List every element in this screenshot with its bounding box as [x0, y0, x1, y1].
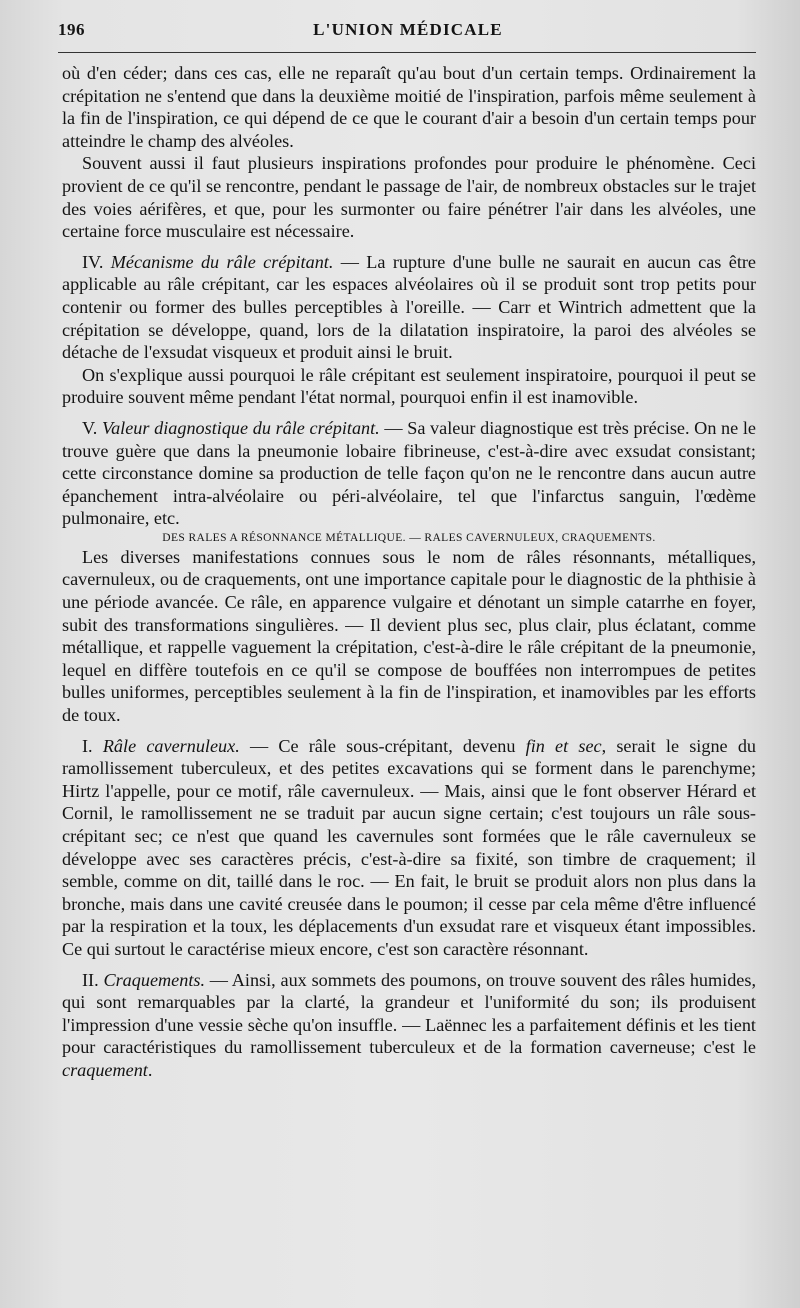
paragraph-text: . — [147, 1059, 153, 1080]
paragraph-text: — Ainsi, aux sommets des poumons, on trouve souvent des râles humides, qui sont remarquables par la clarté, la grandeur et l'uniformité du son; ils produisent l'impression d'une vessie sèche qu'on insuffle. — Laënnec les a parfaitement définis et les tient pour caractéristiques du ramollissement tuberculeux et de la formation caverneuse; c'est le — [62, 969, 757, 1058]
article-body — [62, 62, 756, 1082]
paragraph-rale-cavernuleux — [62, 735, 756, 961]
section-number: IV. — [82, 251, 104, 272]
page-header — [58, 18, 758, 46]
paragraph-valeur — [62, 417, 756, 530]
section-number: I. — [82, 735, 93, 756]
section-title: Mécanisme du râle crépitant. — [110, 251, 334, 272]
paragraph-explication: On s'explique aussi pourquoi le râle crépitant est seulement inspiratoire, pourquoi il peut se produire souvent même pendant l'état normal, pourquoi enfin il est inamovible. — [62, 364, 756, 408]
section-title: Valeur diagnostique du râle crépitant. — [102, 417, 380, 438]
header-rule — [58, 52, 756, 53]
paragraph-text: , serait le signe du ramollissement tuberculeux, et des petites excavations qui se forment dans le parenchyme; Hirtz l'appelle, pour ce motif, râle cavernuleux. — Mais, ainsi que le font observer Hérard et Cornil, le ramollissement ne se traduit par aucun signe certain; c'est toujours un râle sous-crépitant sec; ce n'est que quand les cavernules sont formées que le râle cavernuleux se développe avec ses caractères précis, c'est-à-dire sa fixité, son timbre de craquement; il semble, comme on dit, taillé dans le roc. — En fait, le bruit se produit alors non plus dans la bronche, mais dans une cavité creusée dans le poumon; il cesse par cela même d'être influencé par la respiration et la toux, les déplacements d'un exsudat rare et visqueux étant impossibles. Ce qui surtout le caractérise mieux encore, c'est son caractère résonnant. — [62, 735, 757, 959]
section-number: V. — [82, 417, 98, 438]
section-number: II. — [82, 969, 99, 990]
section-heading: DES RALES A RÉSONNANCE MÉTALLIQUE. — RALES CAVERNULEUX, CRAQUEMENTS. — [162, 531, 656, 544]
paragraph-manifestations: Les diverses manifestations connues sous le nom de râles résonnants, métalliques, cavernuleux, ou de craquements, ont une importance capitale pour le diagnostic de la phthisie à une période avancée. Ce râle, en apparence vulgaire et dénotant un simple catarrhe en foyer, subit des transformations singulières. — Il devient plus sec, plus clair, plus éclatant, comme métallique, et rappelle vaguement la crépitation, c'est-à-dire le râle crépitant de la pneumonie, lequel en diffère toutefois en ce qu'il se compose de bouffées non interrompues de petites bulles uniformes, perceptibles seulement à la fin de l'inspiration, et inamovibles par les efforts de toux. — [62, 546, 756, 726]
italic-term: craquement — [62, 1059, 148, 1080]
paragraph-mecanisme — [62, 251, 756, 364]
paragraph-craquements — [62, 969, 756, 1082]
italic-term: fin et sec — [525, 735, 602, 756]
paragraph-text: — Ce râle sous-crépitant, devenu — [239, 735, 526, 756]
paragraph-inspirations: Souvent aussi il faut plusieurs inspirations profondes pour produire le phénomène. Ceci provient de ce qu'il se rencontre, pendant le passage de l'air, de nombreux obstacles sur le trajet des voies aérifères, et que, pour les surmonter ou faire pénétrer l'air dans les alvéoles, une certaine force musculaire est nécessaire. — [62, 153, 756, 242]
paragraph-text: — La rupture d'une bulle ne saurait en aucun cas être applicable au râle crépitant, car les espaces alvéolaires où il se produit sont trop petits pour contenir ou former des bulles perceptibles à l'oreille. — Carr et Wintrich admettent que la crépitation se développe, quand, lors de la dilatation inspiratoire, la paroi des alvéoles se détache de l'exsudat visqueux et produit ainsi le bruit. — [62, 251, 757, 363]
page-number: 196 — [58, 20, 85, 39]
section-title: Craquements. — [103, 969, 206, 990]
paragraph-continuation: où d'en céder; dans ces cas, elle ne reparaît qu'au bout d'un certain temps. Ordinairement la crépitation ne s'entend que dans la deuxième moitié de l'inspiration, parfois même seulement à la fin de l'inspiration, ce qui dépend de ce que le courant d'air a besoin d'un certain temps pour atteindre le champ des alvéoles. — [62, 63, 756, 151]
paragraph-text: — Sa valeur diagnostique est très précise. On ne le trouve guère que dans la pneumonie lobaire fibrineuse, c'est-à-dire avec exsudat consistant; cette circonstance domine sa production de telle façon qu'on ne le rencontre dans aucun autre épanchement intra-alvéolaire ou péri-alvéolaire, tel que l'infarctus sanguin, l'œdème pulmonaire, etc. — [62, 417, 756, 529]
section-title: Râle cavernuleux. — [102, 735, 240, 756]
journal-title: L'UNION MÉDICALE — [313, 20, 503, 39]
